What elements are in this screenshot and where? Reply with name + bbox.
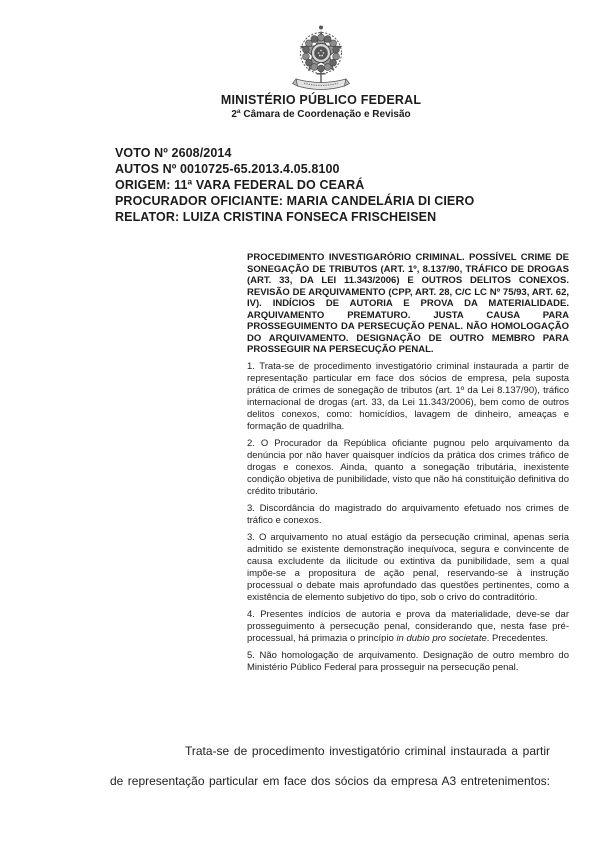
brazil-coat-of-arms-icon — [289, 24, 353, 92]
ementa-item-3: 3. Discordância do magistrado do arquivamento efetuado nos crimes de tráfico e conexos. — [247, 502, 569, 526]
ementa-item-1: 1. Trata-se de procedimento investigatório criminal instaurada a partir de representação particular em face dos sócios de empresa, pela suposta prática de crimes de sonegação de tributos (art. 1º da Lei 8.137/90), tráfico internacional de drogas (art. 33, da Lei 11.343/2006), bem como de outros delitos conexos, como: homicídios, lavagem de dinheiro, ameaças e formação de quadrilha. — [247, 360, 569, 432]
body-paragraph-line-2: de representação particular em face dos sócios da empresa A3 entretenimentos: — [110, 774, 550, 788]
institution-name: MINISTÉRIO PÚBLICO FEDERAL — [220, 93, 422, 107]
autos-number: AUTOS Nº 0010725-65.2013.4.05.8100 — [115, 162, 340, 176]
ementa-item-4-text: 4. Presentes indícios de autoria e prova da materialidade, deve-se dar prosseguimento à persecução penal, considerando que, nesta fase pré-processual, há primazia o princípio — [247, 608, 569, 644]
case-info-block — [115, 145, 585, 225]
ementa-block — [247, 252, 569, 674]
ementa-item-3b: 3. O arquivamento no atual estágio da persecução criminal, apenas seria admitido se existente demonstração inequívoca, segura e convincente de causa excludente da ilicitude ou extintiva da punibilidade, sem a qual impõe-se a propositura de ação penal, reservando-se à instrução processual o debate mais aprofundado das questões pertinentes, como a existência de elemento subjetivo do tipo, sob o crivo do contraditório. — [247, 531, 569, 603]
latin-phrase-italic: in dubio pro societate — [396, 632, 487, 644]
origem-line: ORIGEM: 11ª VARA FEDERAL DO CEARÁ — [115, 178, 365, 192]
procurador-oficiante-line: PROCURADOR OFICIANTE: MARIA CANDELÁRIA DI CIERO — [115, 194, 475, 208]
ementa-item-4 — [247, 609, 569, 645]
chamber-name: 2ª Câmara de Coordenação e Revisão — [231, 109, 411, 120]
ementa-headnote: PROCEDIMENTO INVESTIGARÓRIO CRIMINAL. POSSÍVEL CRIME DE SONEGAÇÃO DE TRIBUTOS (ART. 1º, 8.137/90, TRÁFICO DE DROGAS (ART. 33, DA LEI 11.343/2006) E OUTROS DELITOS CONEXOS. REVISÃO DE ARQUIVAMENTO (CPP, ART. 28, C/C LC Nº 75/93, ART. 62, IV). INDÍCIOS DE AUTORIA E PROVA DA MATERIALIDADE. ARQUIVAMENTO PREMATURO. JUSTA CAUSA PARA PROSSEGUIMENTO DA PERSECUÇÃO PENAL. NÃO HOMOLOGAÇÃO DO ARQUIVAMENTO. DESIGNAÇÃO DE OUTRO MEMBRO PARA PROSSEGUIR NA PERSECUÇÃO PENAL. — [247, 252, 569, 355]
body-paragraph-line-1: Trata-se de procedimento investigatório criminal instaurada a partir — [185, 744, 550, 758]
voto-number: VOTO Nº 2608/2014 — [115, 146, 232, 160]
body-paragraph — [110, 736, 550, 796]
ementa-item-4-tail: . Precedentes. — [486, 632, 549, 644]
ementa-item-2: 2. O Procurador da República oficiante pugnou pelo arquivamento da denúncia por não haver quaisquer indícios da prática dos crimes tráfico de drogas e conexos. Ainda, quanto a sonegação tributária, inexistente condição objetiva de punibilidade, visto que não há constituição definitiva do crédito tributário. — [247, 437, 569, 497]
relator-line: RELATOR: LUIZA CRISTINA FONSECA FRISCHEISEN — [115, 210, 437, 224]
ementa-item-5: 5. Não homologação de arquivamento. Designação de outro membro do Ministério Público Federal para prosseguir na persecução penal. — [247, 649, 569, 673]
